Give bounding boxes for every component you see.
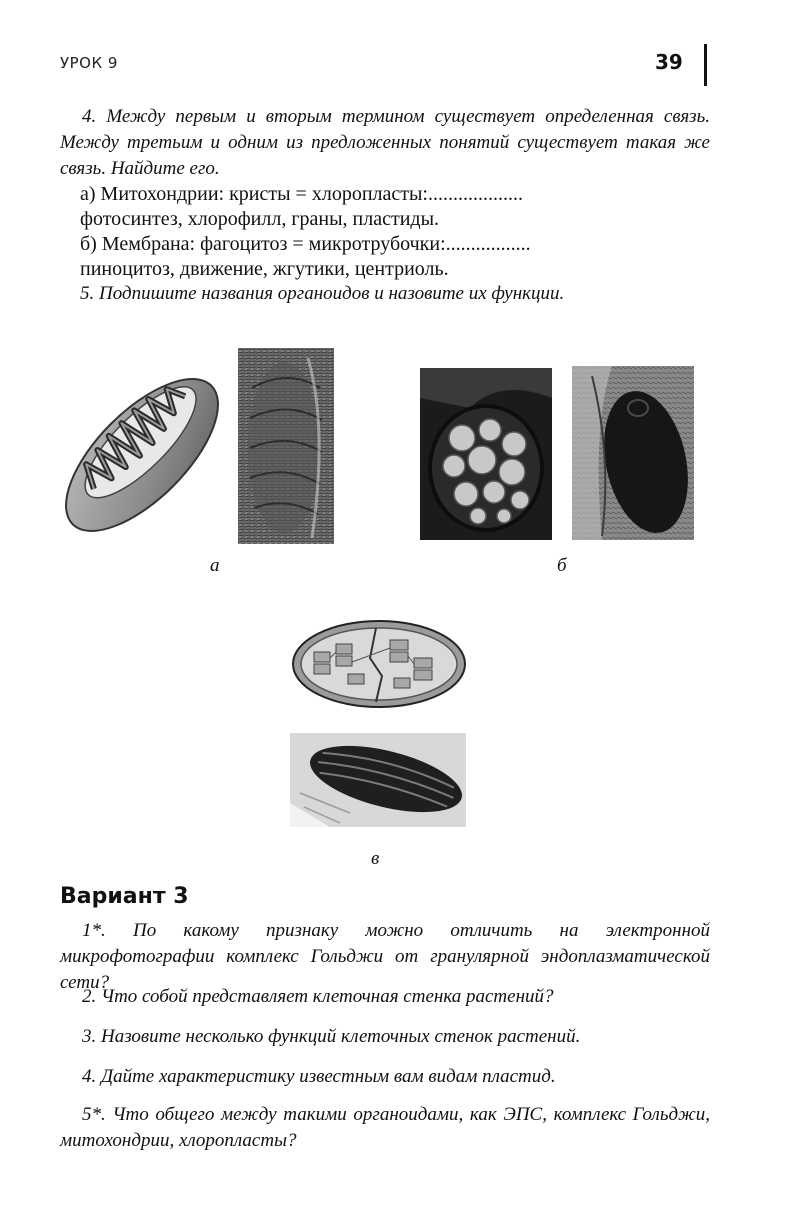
- lesson-header: УРОК 9: [60, 54, 118, 72]
- variant-heading: Вариант 3: [60, 884, 189, 909]
- variant-question-1: 1*. По какому признаку можно отличить на электронной микрофотографии комплекс Гольджи от гранулярной эндоплазматической сети?: [60, 920, 710, 993]
- task-4b-line: б) Мембрана: фагоцитоз = микротрубочки:.................: [80, 233, 531, 255]
- variant-question-5: 5*. Что общего между такими органоидами, как ЭПС, комплекс Гольджи, митохондрии, хлоропласты?: [60, 1104, 710, 1151]
- page-number: 39: [655, 50, 683, 74]
- task-4-prompt: 4. Между первым и вторым термином существует определенная связь. Между третьим и одним из предложенных понятий существует такая же связь. Найдите его.: [60, 106, 710, 179]
- mitochondrion-micrograph: [238, 348, 334, 544]
- vesicle-micrograph: [420, 368, 552, 540]
- chloroplast-drawing: [290, 618, 468, 710]
- task-4a-line: а) Митохондрии: кристы = хлоропласты:...................: [80, 183, 523, 205]
- figure-label-b: б: [557, 555, 567, 576]
- chloroplast-micrograph: [290, 733, 466, 827]
- figure-label-v: в: [371, 848, 380, 869]
- variant-question-2: 2. Что собой представляет клеточная стенка растений?: [82, 986, 554, 1007]
- figure-label-a: а: [210, 555, 220, 576]
- task-5-prompt: 5. Подпишите названия органоидов и назовите их функции.: [80, 283, 565, 304]
- dark-organelle-micrograph: [572, 366, 694, 540]
- variant-question-4: 4. Дайте характеристику известным вам видам пластид.: [82, 1066, 556, 1087]
- task-4a-options: фотосинтез, хлорофилл, граны, пластиды.: [80, 208, 440, 230]
- task-4b-options: пиноцитоз, движение, жгутики, центриоль.: [80, 258, 449, 280]
- variant-question-3: 3. Назовите несколько функций клеточных стенок растений.: [82, 1026, 581, 1047]
- header-rule: [704, 44, 707, 86]
- mitochondrion-drawing: [62, 360, 222, 550]
